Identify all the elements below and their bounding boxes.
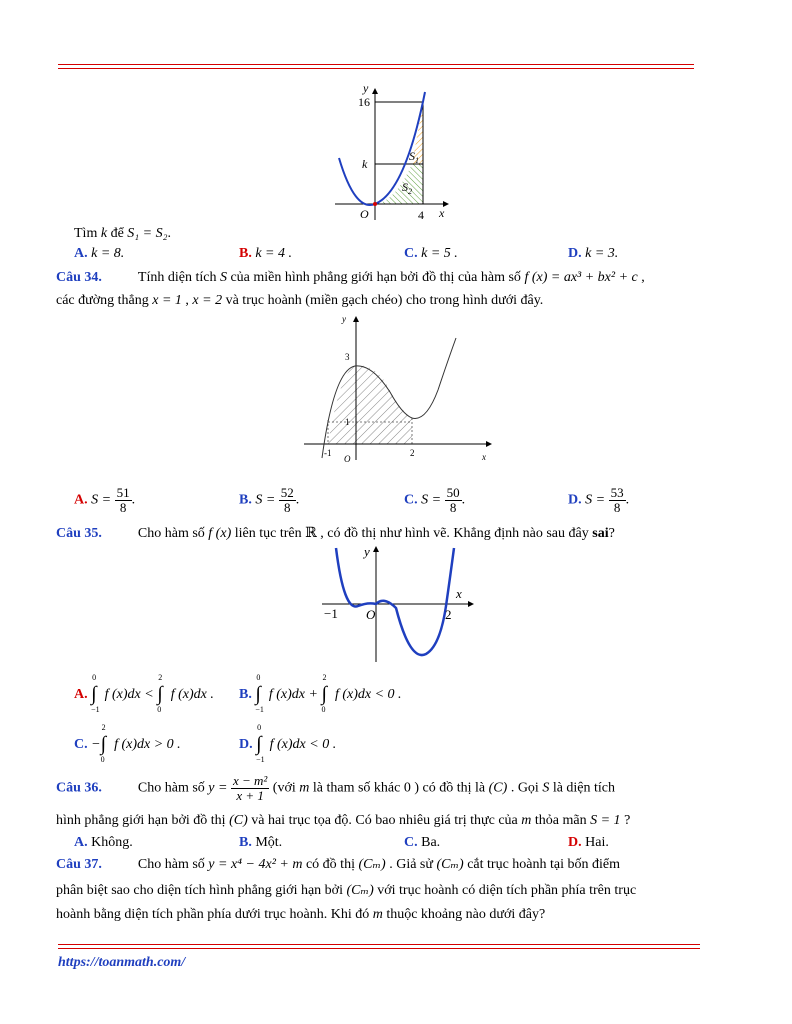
q34-option-a[interactable]: A. S = $\frac{51}{8}$ . — [74, 485, 136, 515]
q34-line1: Câu 34. Tính diện tích S của miền hình phẳng giới hạn bởi đồ thị của hàm số f (x) = ax³ + bx² + c , — [56, 270, 645, 285]
q33-region-s2 — [375, 164, 423, 204]
q36-option-b[interactable]: B. Một. — [239, 835, 283, 850]
q33-option-a[interactable]: A. k = 8. — [74, 246, 125, 261]
q33-tick-16: 16 — [358, 95, 370, 109]
q34-option-c[interactable]: C. S = $\frac{50}{8}$ . — [404, 485, 466, 515]
q33-tick-k: k — [362, 157, 368, 171]
q34-y-label: y — [342, 314, 346, 324]
q33-origin: O — [360, 207, 369, 221]
q36-line1: Câu 36. Cho hàm số y = $\frac{\text{x − m²}}{x + 1}$ (với m là tham số khác 0 ) có đồ thị là (C) . Gọi S là diện tích — [56, 773, 616, 803]
q35-option-c[interactable]: C. − 2 ∫ 0 f (x)dx > 0 . — [74, 723, 181, 764]
q34-line2: các đường thẳng x = 1 , x = 2 và trục hoành (miền gạch chéo) cho trong hình dưới đây. — [56, 293, 544, 308]
q35-tick-m1: −1 — [324, 606, 338, 621]
q34-option-d[interactable]: D. S = $\frac{53}{8}$ . — [568, 485, 630, 515]
q34-region — [328, 366, 412, 445]
header-rule-bottom — [58, 68, 694, 69]
q33-s1-label: $S_1$ — [409, 149, 419, 165]
footer-rule-bottom — [58, 948, 700, 949]
q33-prompt: Tìm k để S₁ = S₂. — [74, 226, 171, 241]
q36-option-c[interactable]: C. Ba. — [404, 835, 441, 850]
q33-option-d[interactable]: D. k = 3. — [568, 246, 619, 261]
q37-line1: Câu 37. Cho hàm số y = x⁴ − 4x² + m có đồ thị (Cₘ) . Giả sử (Cₘ) cắt trục hoành tại bốn điểm — [56, 857, 621, 872]
q36-label: Câu 36. — [56, 780, 102, 796]
q35-line1: Câu 35. Cho hàm số f (x) liên tục trên ℝ , có đồ thị như hình vẽ. Khẳng định nào sau đây sai? — [56, 526, 615, 541]
q33-x-label: x — [439, 206, 445, 220]
q34-x-label: x — [482, 452, 486, 462]
q36-line2: hình phẳng giới hạn bởi đồ thị (C) và hai trục tọa độ. Có bao nhiêu giá trị thực của m thỏa mãn S = 1 ? — [56, 813, 631, 828]
q33-s2-label: $S_2$ — [402, 180, 412, 196]
q36-option-d[interactable]: D. Hai. — [568, 835, 609, 850]
q34-origin: O — [344, 454, 351, 464]
q34-tick-1: 1 — [345, 417, 350, 427]
q35-option-b[interactable]: B. 0 ∫ −1 f (x)dx + 2 ∫ 0 f (x)dx < 0 . — [239, 673, 402, 714]
q34-tick-3: 3 — [345, 352, 350, 362]
q35-origin: O — [366, 607, 376, 622]
q34-tick-m1: -1 — [324, 448, 332, 458]
q37-line2: phân biệt sao cho diện tích hình phẳng giới hạn bởi (Cₘ) với trục hoành có diện tích phần phía trên trục — [56, 883, 637, 898]
q34-option-b[interactable]: B. S = $\frac{52}{8}$ . — [239, 485, 300, 515]
q33-option-b[interactable]: B. k = 4 . — [239, 246, 293, 261]
q35-curve — [336, 548, 454, 655]
q35-tick-2: 2 — [445, 607, 452, 622]
footer-rule-top — [58, 944, 700, 945]
q35-label: Câu 35. — [56, 526, 102, 541]
q33-option-c[interactable]: C. k = 5 . — [404, 246, 458, 261]
q37-label: Câu 37. — [56, 857, 102, 872]
header-rule-top — [58, 64, 694, 65]
q34-graph — [300, 310, 500, 470]
q34-label: Câu 34. — [56, 270, 102, 285]
q35-option-d[interactable]: D. 0 ∫ −1 f (x)dx < 0 . — [239, 723, 337, 764]
footer-link[interactable]: https://toanmath.com/ — [58, 955, 186, 970]
q35-y-label: y — [364, 544, 370, 559]
q37-line3: hoành bằng diện tích phần phía dưới trục hoành. Khi đó m thuộc khoảng nào dưới đây? — [56, 907, 546, 922]
q35-x-label: x — [456, 586, 462, 601]
q33-tick-4: 4 — [418, 208, 424, 222]
q35-option-a[interactable]: A. 0 ∫ −1 f (x)dx < 2 ∫ 0 f (x)dx . — [74, 673, 214, 714]
q34-tick-2: 2 — [410, 448, 415, 458]
q33-y-label: y — [363, 82, 369, 95]
q35-graph — [318, 542, 478, 666]
q36-option-a[interactable]: A. Không. — [74, 835, 133, 850]
q33-graph — [325, 82, 455, 224]
